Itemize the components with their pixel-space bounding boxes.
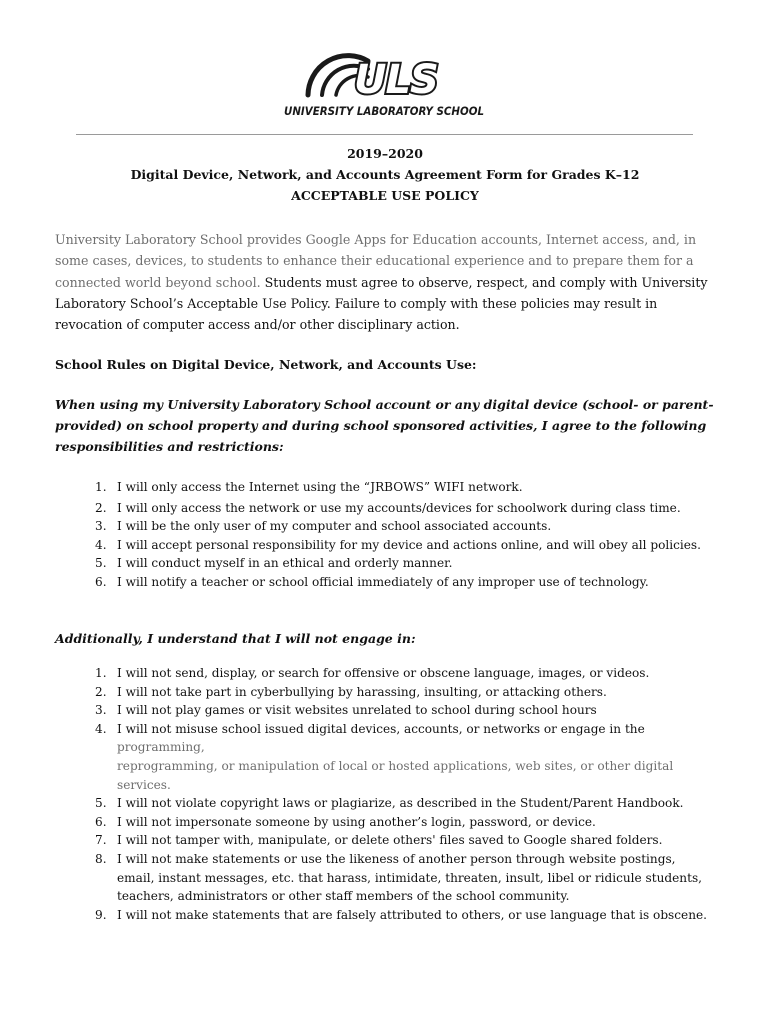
list-item: 3. I will not play games or visit websites unrelated to school during school hours bbox=[95, 703, 597, 718]
restrictions-list bbox=[55, 664, 707, 924]
header-divider bbox=[76, 134, 693, 135]
logo-name: UNIVERSITY LABORATORY SCHOOL bbox=[284, 105, 484, 118]
list-item: 5. I will conduct myself in an ethical and orderly manner. bbox=[95, 556, 453, 571]
list-item: 7. I will not tamper with, manipulate, or delete others' files saved to Google shared folders. bbox=[95, 833, 663, 848]
list-item: 1. I will not send, display, or search for offensive or obscene language, images, or videos. bbox=[95, 666, 650, 680]
uls-logo-icon bbox=[270, 45, 500, 120]
list-item: 6. I will notify a teacher or school official immediately of any improper use of technology. bbox=[95, 574, 649, 589]
rules-lead: When using my University Laboratory School account or any digital device (school- or parent-provided) on school property and during school sponsored activities, I agree to the following responsibilities and restrictions: bbox=[55, 397, 714, 455]
list-item: 2. I will not take part in cyberbullying by harassing, insulting, or attacking others. bbox=[95, 684, 607, 699]
list-item: 6. I will not impersonate someone by using another’s login, password, or device. bbox=[95, 814, 596, 829]
logo-mark: ULS bbox=[354, 57, 438, 103]
gray-text: reprogramming, or manipulation of local or hosted applications, web sites, or other digital services. bbox=[117, 758, 674, 792]
list-item: 9. I will not make statements that are falsely attributed to others, or use language that is obscene. bbox=[95, 907, 707, 922]
school-logo bbox=[270, 45, 500, 120]
list-item: 1. I will only access the Internet using the “JRBOWS” WIFI network. bbox=[95, 480, 523, 494]
intro-text: Students must agree to observe, respect, and comply with University Laboratory School’s Acceptable Use Policy. Failure to comply with these policies may result in revocation of computer access and/or other disciplinary action. bbox=[55, 274, 708, 333]
gray-text: programming, bbox=[117, 740, 205, 755]
policy-title: ACCEPTABLE USE POLICY bbox=[291, 188, 479, 203]
list-item: 5. I will not violate copyright laws or plagiarize, as described in the Student/Parent Handbook. bbox=[95, 796, 684, 811]
intro-paragraph bbox=[55, 229, 725, 335]
list-item: 4. I will accept personal responsibility for my device and actions online, and will obey all policies. bbox=[95, 537, 701, 552]
list-item: 4. I will not misuse school issued digital devices, accounts, or networks or engage in the programming, reprogramming, or manipulation of local or hosted applications, web sites, or other digital services. bbox=[55, 720, 707, 794]
list-item: 2. I will only access the network or use my accounts/devices for schoolwork during class time. bbox=[95, 500, 681, 515]
intro-gray-text: University Laboratory School provides Google Apps for Education accounts, Internet access, and, in some cases, devices, to students to enhance their educational experience and to prepare them for a connected world beyond school. bbox=[55, 232, 697, 290]
responsibilities-list bbox=[55, 478, 707, 592]
school-year: 2019–2020 bbox=[347, 146, 423, 161]
restrictions-lead: Additionally, I understand that I will not engage in: bbox=[55, 631, 416, 646]
list-item: 3. I will be the only user of my computer and school associated accounts. bbox=[95, 519, 552, 534]
document-header bbox=[0, 143, 770, 206]
form-title: Digital Device, Network, and Accounts Agreement Form for Grades K–12 bbox=[130, 167, 640, 182]
list-item: 8. I will not make statements or use the likeness of another person through website postings, email, instant messages, etc. that harass, intimidate, threaten, insult, libel or ridicule students, teachers, administrators or other staff members of the school community. bbox=[95, 851, 702, 904]
rules-heading: School Rules on Digital Device, Network, and Accounts Use: bbox=[55, 357, 477, 372]
